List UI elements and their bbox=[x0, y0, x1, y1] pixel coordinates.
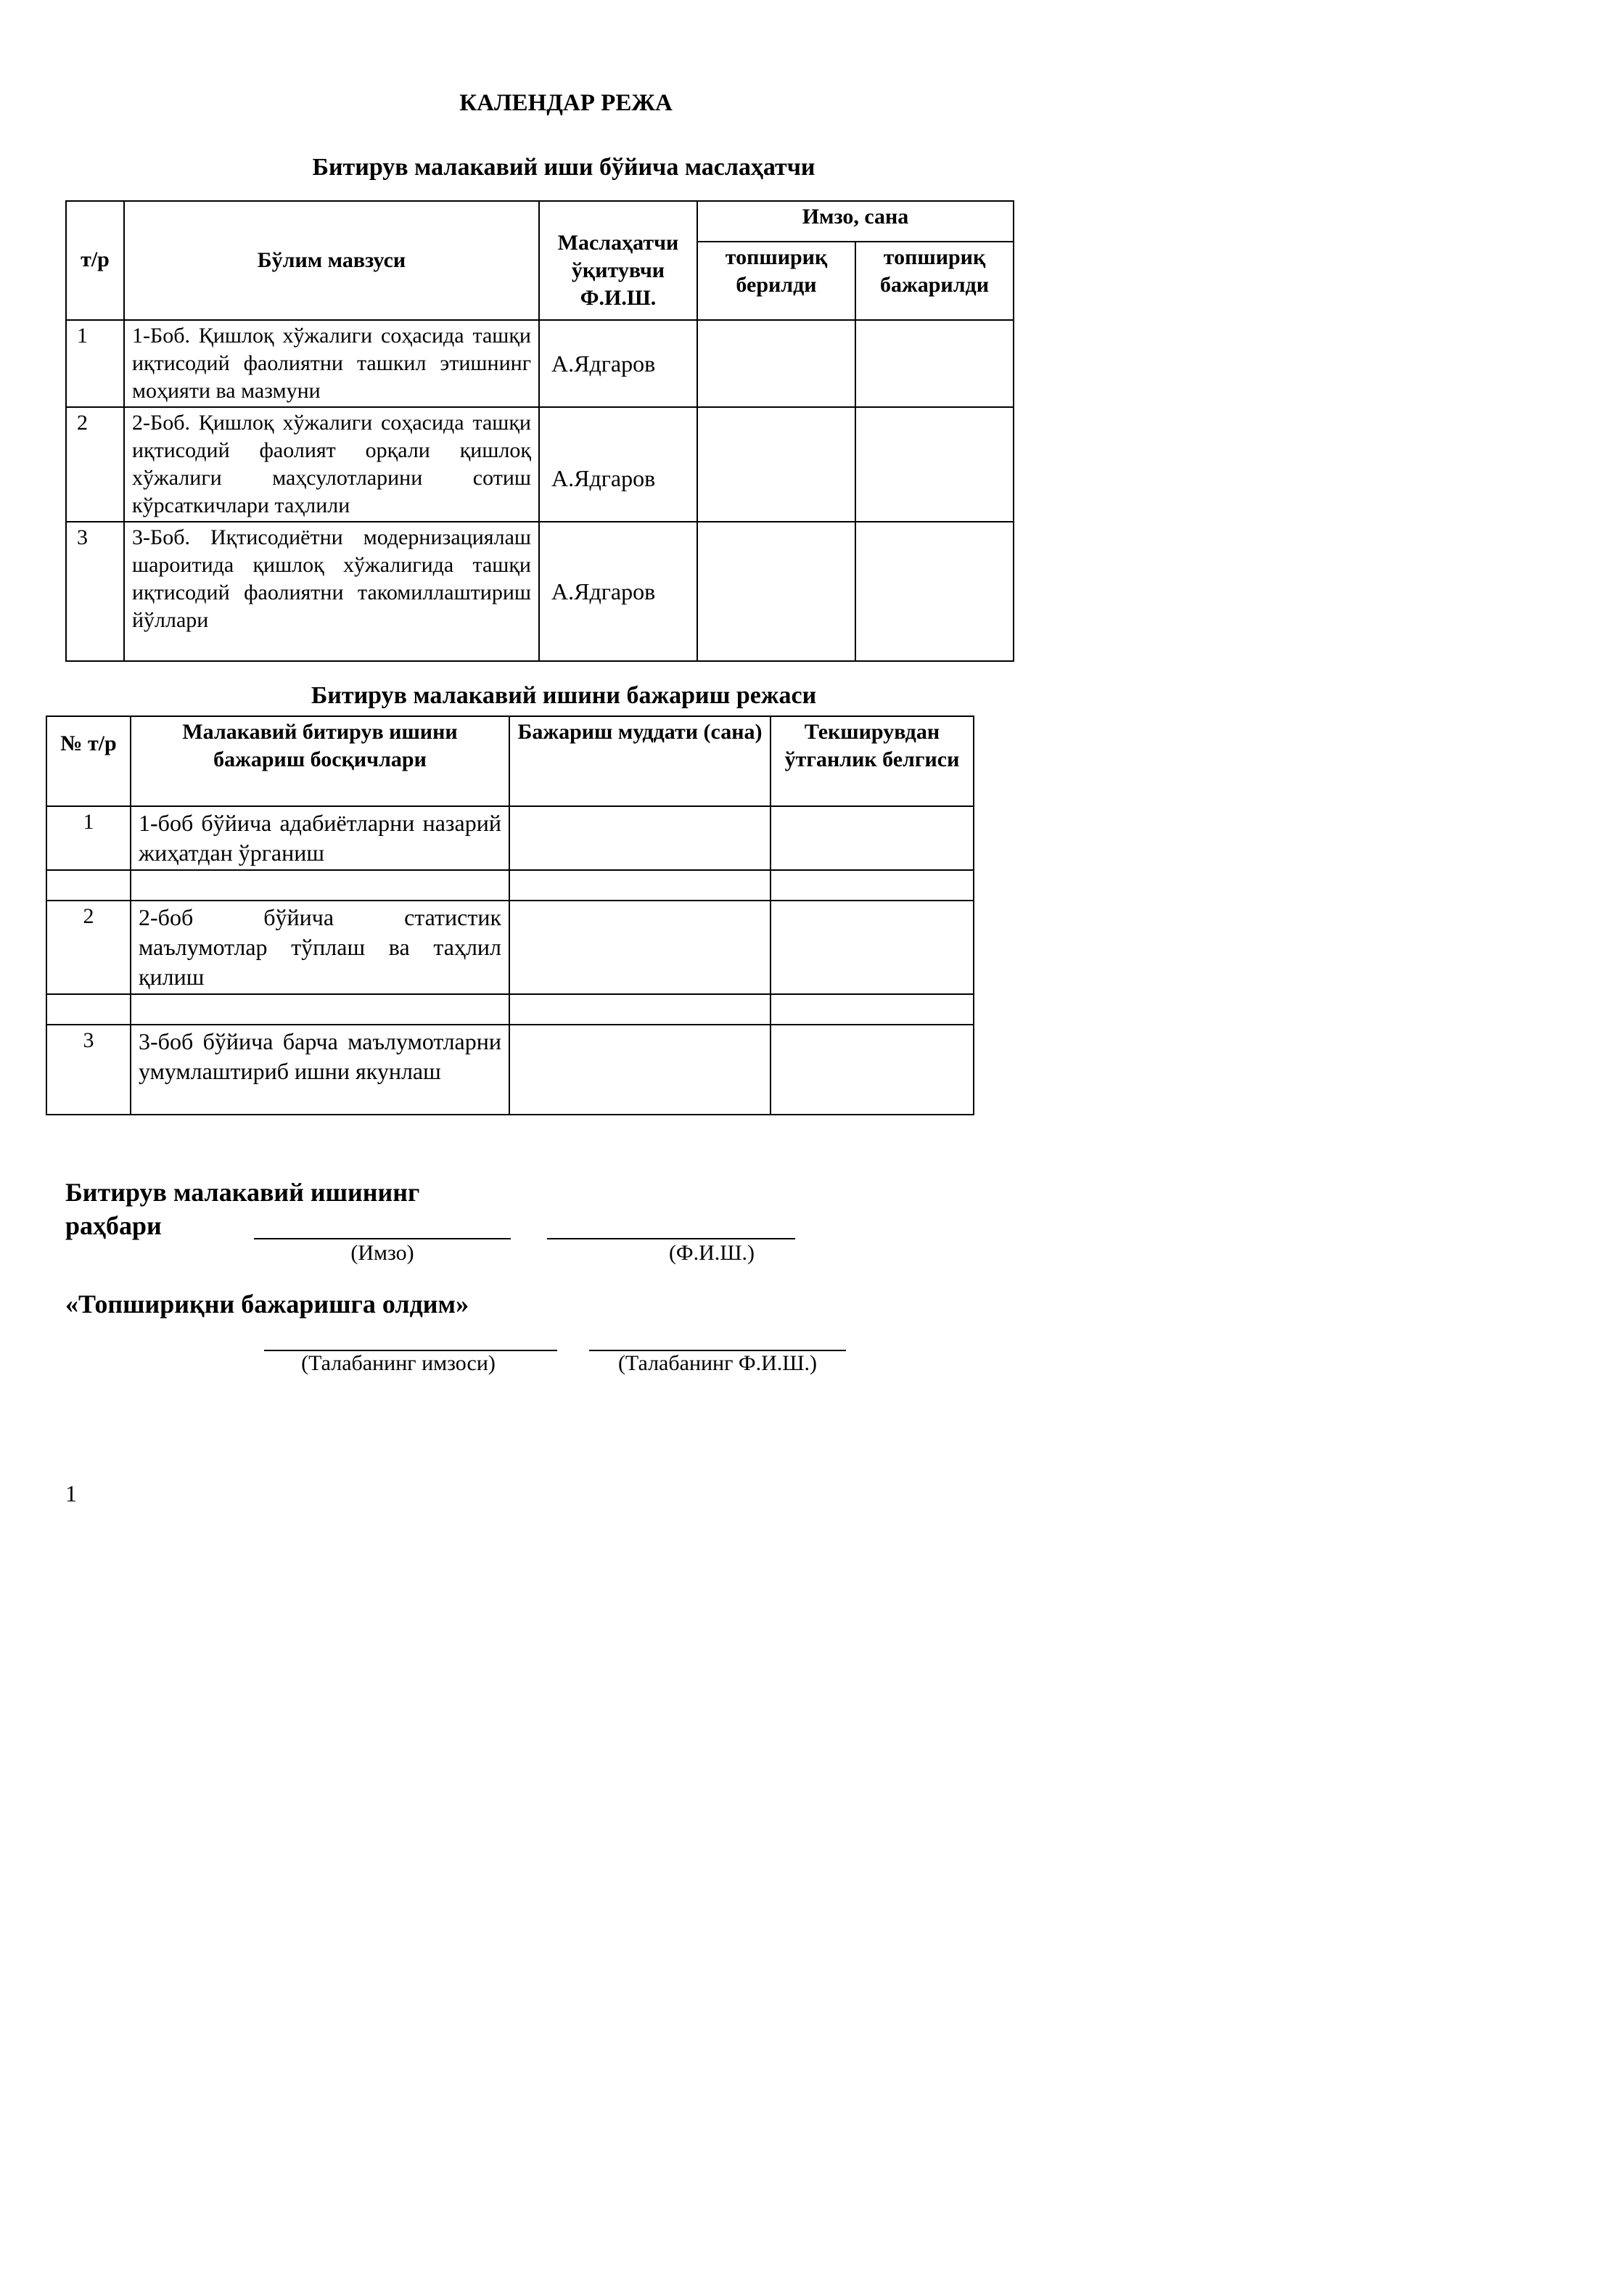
header-stage: Малакавий битирув ишини бажариш босқичлари bbox=[131, 716, 509, 806]
table-row bbox=[66, 320, 1014, 407]
row-advisor: А.Ядгаров bbox=[539, 522, 697, 661]
student-signature-caption: (Талабанинг имзоси) bbox=[301, 1351, 496, 1375]
row-stage: 2-боб бўйича статистик маълумотлар тўплаш ва таҳлил қилиш bbox=[131, 901, 509, 994]
row-check bbox=[771, 1025, 974, 1115]
row-num bbox=[46, 870, 131, 901]
row-task-done bbox=[855, 320, 1014, 407]
page-number: 1 bbox=[65, 1480, 77, 1506]
row-task-given bbox=[697, 522, 855, 661]
row-deadline bbox=[509, 1025, 771, 1115]
row-num: 2 bbox=[46, 901, 131, 994]
row-advisor: А.Ядгаров bbox=[539, 407, 697, 522]
row-task-done bbox=[855, 522, 1014, 661]
row-stage bbox=[131, 994, 509, 1025]
row-stage: 1-боб бўйича адабиётларни назарий жиҳатдан ўрганиш bbox=[131, 806, 509, 870]
student-name-caption: (Талабанинг Ф.И.Ш.) bbox=[617, 1351, 818, 1375]
supervisor-signature-caption: (Имзо) bbox=[350, 1241, 414, 1265]
table-row bbox=[46, 994, 974, 1025]
row-stage: 3-боб бўйича барча маълумотларни умумлаштириб ишни якунлаш bbox=[131, 1025, 509, 1115]
row-deadline bbox=[509, 806, 771, 870]
supervisor-label-line1: Битирув малакавий ишининг bbox=[65, 1178, 420, 1207]
row-check bbox=[771, 994, 974, 1025]
header-advisor: Маслаҳатчи ўқитувчи Ф.И.Ш. bbox=[539, 201, 697, 320]
row-stage bbox=[131, 870, 509, 901]
table-row bbox=[46, 1025, 974, 1115]
row-deadline bbox=[509, 870, 771, 901]
row-topic: 1-Боб. Қишлоқ хўжалиги соҳасида ташқи иқтисодий фаолиятни ташкил этишнинг моҳияти ва мазмуни bbox=[124, 320, 539, 407]
supervisor-label-line2: раҳбари bbox=[65, 1211, 162, 1240]
supervisor-signature-line bbox=[254, 1238, 511, 1239]
header-num: № т/р bbox=[46, 716, 131, 806]
header-topic: Бўлим мавзуси bbox=[124, 201, 539, 320]
row-check bbox=[771, 806, 974, 870]
row-deadline bbox=[509, 994, 771, 1025]
row-num: 2 bbox=[66, 407, 124, 522]
plan-heading: Битирув малакавий ишини бажариш режаси bbox=[311, 682, 817, 709]
row-num: 3 bbox=[46, 1025, 131, 1115]
header-task-done: топшириқ бажарилди bbox=[855, 242, 1014, 320]
header-deadline: Бажариш муддати (сана) bbox=[509, 716, 771, 806]
row-advisor: А.Ядгаров bbox=[539, 320, 697, 407]
header-num: т/р bbox=[66, 201, 124, 320]
row-check bbox=[771, 901, 974, 994]
row-num: 3 bbox=[66, 522, 124, 661]
page-title: КАЛЕНДАР РЕЖА bbox=[459, 90, 673, 116]
consultant-table bbox=[65, 200, 1014, 662]
consultant-heading: Битирув малакавий иши бўйича маслаҳатчи bbox=[312, 154, 815, 181]
table-row bbox=[66, 522, 1014, 661]
table-row bbox=[46, 806, 974, 870]
row-check bbox=[771, 870, 974, 901]
row-num bbox=[46, 994, 131, 1025]
row-topic: 3-Боб. Иқтисодиётни модернизациялаш шароитида қишлоқ хўжалигида ташқи иқтисодий фаолиятни такомиллаштириш йўллари bbox=[124, 522, 539, 661]
row-task-given bbox=[697, 320, 855, 407]
student-acceptance-label: «Топшириқни бажаришга олдим» bbox=[65, 1290, 469, 1319]
row-num: 1 bbox=[66, 320, 124, 407]
supervisor-label bbox=[65, 1176, 419, 1242]
row-task-done bbox=[855, 407, 1014, 522]
table-row bbox=[66, 407, 1014, 522]
header-task-given: топшириқ берилди bbox=[697, 242, 855, 320]
row-num: 1 bbox=[46, 806, 131, 870]
table-row bbox=[46, 870, 974, 901]
supervisor-name-line bbox=[547, 1238, 795, 1239]
header-check: Текширувдан ўтганлик белгиси bbox=[771, 716, 974, 806]
row-task-given bbox=[697, 407, 855, 522]
supervisor-name-caption: (Ф.И.Ш.) bbox=[668, 1241, 755, 1265]
plan-table bbox=[46, 716, 974, 1115]
header-signature-date: Имзо, сана bbox=[697, 201, 1014, 242]
row-deadline bbox=[509, 901, 771, 994]
row-topic: 2-Боб. Қишлоқ хўжалиги соҳасида ташқи иқтисодий фаолият орқали қишлоқ хўжалиги маҳсулотларини сотиш кўрсаткичлари таҳлили bbox=[124, 407, 539, 522]
table-row bbox=[46, 901, 974, 994]
